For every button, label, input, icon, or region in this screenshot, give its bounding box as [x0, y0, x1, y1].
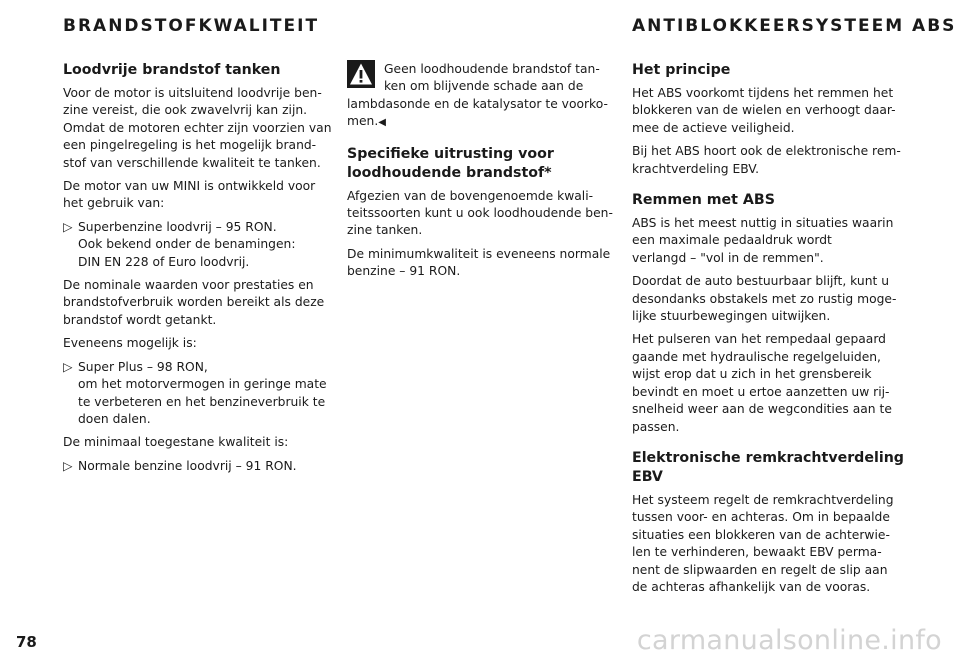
paragraph	[63, 277, 345, 329]
text-line: Ook bekend onder de benamingen:	[78, 237, 296, 252]
paragraph	[347, 188, 625, 240]
text-line: Superbenzine loodvrij – 95 RON.	[78, 219, 277, 234]
text-line: Bij het ABS hoort ook de elektronische rem-	[632, 144, 901, 159]
bullet-text	[78, 458, 345, 475]
column-abs	[632, 58, 904, 602]
bullet-text	[78, 219, 345, 271]
text-line: blokkeren van de wielen en verhoogt daar-	[632, 103, 896, 118]
paragraph	[632, 273, 904, 325]
text-line: Voor de motor is uitsluitend loodvrije ben-	[63, 86, 322, 100]
text-line: stof van verschillende kwaliteit te tanken.	[63, 155, 321, 170]
text-line: len te verhinderen, bewaakt EBV perma-	[632, 545, 882, 560]
paragraph	[63, 434, 345, 451]
bullet-item-super-plus	[63, 359, 345, 429]
text-line: Het pulseren van het rempedaal gepaard	[632, 332, 886, 347]
warning-line: lambdasonde en de katalysator te voorko-	[347, 96, 608, 111]
text-line: De nominale waarden voor prestaties en	[63, 278, 314, 293]
paragraph	[632, 143, 904, 178]
text-line: benzine – 91 RON.	[347, 264, 461, 279]
text-line: Geen loodhoudende brandstof tan-	[384, 62, 600, 76]
text-line: Doordat de auto bestuurbaar blijft, kunt u	[632, 274, 890, 289]
text-line: brandstofverbruik worden bereikt als deze	[63, 295, 325, 310]
bullet-marker: ▷	[63, 359, 73, 374]
paragraph	[63, 335, 345, 352]
text-line: wijst erop dat u zich in het grensbereik	[632, 367, 872, 382]
text-line: brandstof wordt getankt.	[63, 312, 217, 327]
paragraph	[347, 246, 625, 281]
text-line: te verbeteren en het benzineverbruik te	[78, 394, 326, 409]
heading-ebv: Elektronische remkrachtverdeling EBV	[632, 449, 904, 485]
text-line: situaties een blokkeren van de achterwie-	[632, 527, 890, 542]
text-line: krachtverdeling EBV.	[632, 161, 760, 176]
text-line: gaande met hydraulische regelgeluiden,	[632, 349, 881, 364]
text-line: zine tanken.	[347, 223, 423, 238]
text-line: passen.	[632, 419, 680, 434]
text-line: teitssoorten kunt u ook loodhoudende ben-	[347, 206, 613, 221]
text-line: De minimumkwaliteit is eveneens normale	[347, 246, 611, 261]
heading-leaded-fuel-equipment	[347, 145, 625, 183]
bullet-marker: ▷	[63, 219, 73, 234]
text-line: tussen voor- en achteras. Om in bepaalde	[632, 510, 890, 525]
text-line: DIN EN 228 of Euro loodvrij.	[78, 254, 250, 269]
text-line: verlangd – "vol in de remmen".	[632, 250, 824, 265]
text-line: snelheid weer aan de wegcondities aan te	[632, 402, 892, 417]
text-line: zine vereist, die ook zwavelvrij kan zijn.	[63, 103, 308, 118]
bullet-marker: ▷	[63, 458, 73, 473]
text-line: Afgezien van de bovengenoemde kwali-	[347, 188, 594, 203]
text-line: Specifieke uitrusting voor	[347, 145, 554, 162]
warning-text-indented	[347, 61, 625, 96]
text-line: nent de slipwaarden en regelt de slip aan	[632, 562, 888, 577]
text-line: Eveneens mogelijk is:	[63, 336, 197, 351]
watermark: carmanualsonline.info	[636, 625, 942, 656]
heading-unleaded-fuel: Loodvrije brandstof tanken	[63, 62, 281, 78]
warning-line-last	[347, 113, 625, 131]
text-line: de achteras afhankelijk van de vooras.	[632, 579, 871, 594]
text-line: om het motorvermogen in geringe mate	[78, 377, 327, 392]
paragraph	[63, 85, 345, 172]
paragraph	[632, 331, 904, 435]
text-line: loodhoudende brandstof*	[347, 164, 552, 181]
warning-line-text: men.	[347, 114, 379, 129]
text-line: desondanks obstakels met zo rustig moge-	[632, 291, 897, 306]
text-line: ken om blijvende schade aan de	[384, 79, 584, 94]
bullet-text	[78, 359, 345, 429]
text-line: Normale benzine loodvrij – 91 RON.	[78, 458, 297, 473]
text-line: Omdat de motoren echter zijn voorzien van	[63, 120, 332, 135]
text-line: lijke stuurbewegingen uitwijken.	[632, 309, 831, 324]
bullet-item-superbenzine	[63, 219, 345, 271]
text-line: een maximale pedaaldruk wordt	[632, 233, 832, 248]
paragraph	[632, 85, 904, 137]
page-number: 78	[16, 633, 37, 651]
warning-text	[347, 96, 625, 132]
column-fuel-quality	[63, 58, 345, 481]
text-line: een pingelregeling is het mogelijk brand-	[63, 138, 317, 153]
heading-principle: Het principe	[632, 62, 731, 78]
paragraph	[63, 178, 345, 213]
text-line: bevindt en moet u ertoe aanzetten uw rij-	[632, 384, 890, 399]
text-line: doen dalen.	[78, 411, 151, 426]
text-line: De motor van uw MINI is ontwikkeld voor	[63, 179, 316, 194]
paragraph	[632, 492, 904, 596]
text-line: Het systeem regelt de remkrachtverdeling	[632, 492, 894, 507]
section-title-fuel-quality: BRANDSTOFKWALITEIT	[63, 16, 320, 36]
warning-triangle-icon	[347, 60, 375, 88]
text-line: ABS is het meest nuttig in situaties waarin	[632, 216, 894, 231]
heading-braking-with-abs: Remmen met ABS	[632, 192, 775, 209]
paragraph	[632, 215, 904, 267]
text-line: Het ABS voorkomt tijdens het remmen het	[632, 86, 894, 100]
text-line: Super Plus – 98 RON,	[78, 359, 208, 374]
end-marker-icon: ◀	[378, 117, 385, 129]
text-line: mee de actieve veiligheid.	[632, 120, 795, 135]
text-line: het gebruik van:	[63, 196, 165, 211]
column-leaded-fuel	[347, 58, 625, 287]
section-title-abs: ANTIBLOKKEERSYSTEEM ABS	[632, 16, 957, 36]
bullet-item-normale-benzine	[63, 458, 345, 475]
warning-note	[347, 58, 625, 132]
text-line: De minimaal toegestane kwaliteit is:	[63, 435, 289, 450]
